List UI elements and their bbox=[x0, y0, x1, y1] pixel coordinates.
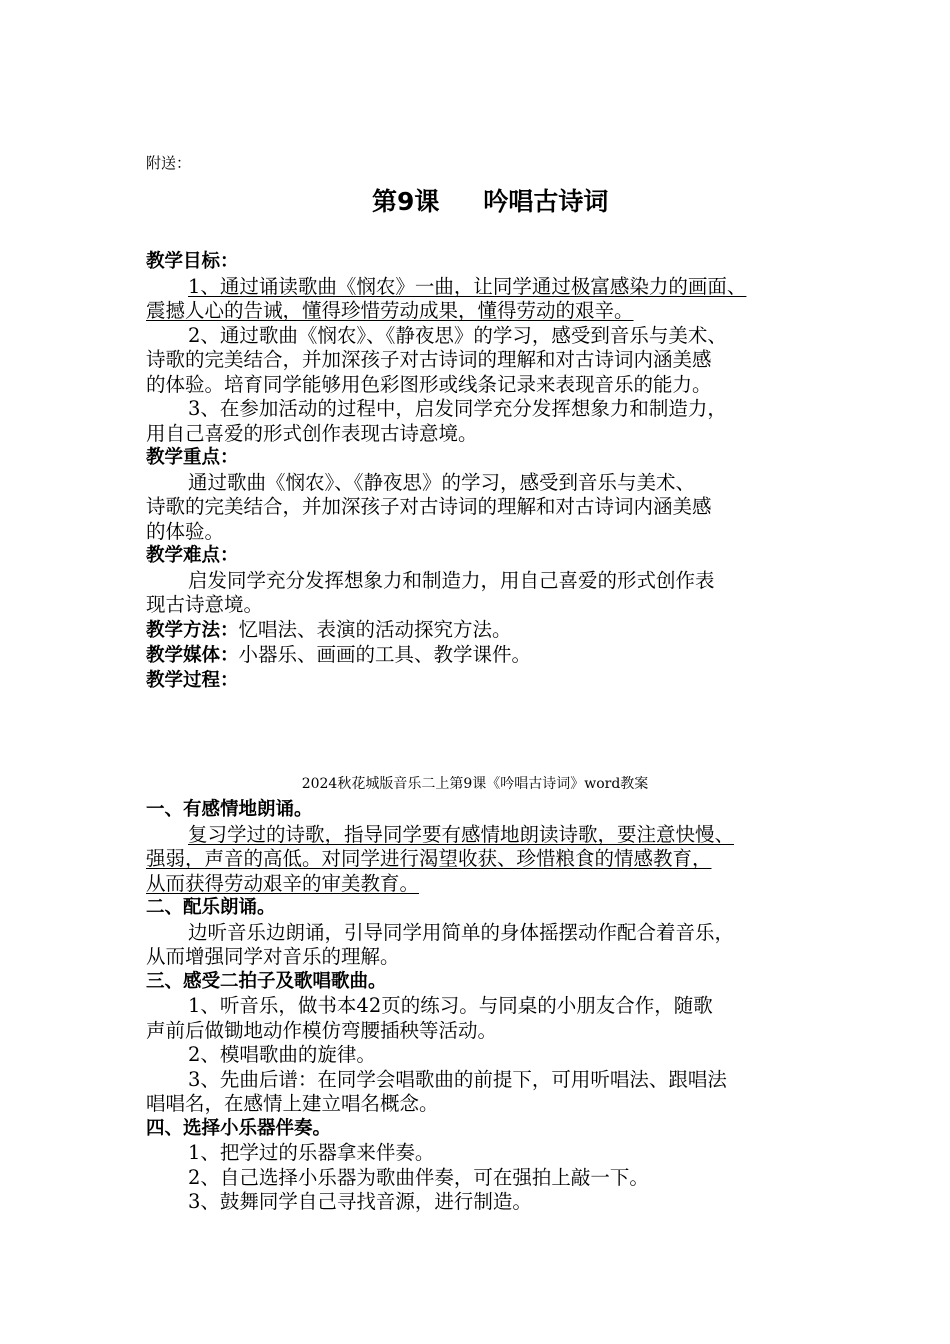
section-line: 3、鼓舞同学自己寻找音源，进行制造。 bbox=[188, 1190, 532, 1213]
section-line: 唱唱名，在感情上建立唱名概念。 bbox=[146, 1092, 439, 1115]
section-line: 强弱，声音的高低。对同学进行渴望收获、珍惜粮食的情感教育， bbox=[146, 847, 712, 870]
section-line: 从而获得劳动艰辛的审美教育。 bbox=[146, 871, 420, 895]
difficulties-heading: 教学难点： bbox=[146, 545, 239, 566]
key-point-line: 的体验。 bbox=[146, 519, 225, 543]
objective-line: 用自己喜爱的形式创作表现古诗意境。 bbox=[146, 421, 478, 445]
objective-line: 3、在参加活动的过程中，启发同学充分发挥想象力和制造力， bbox=[188, 397, 727, 420]
section-line: 边听音乐边朗诵，引导同学用简单的身体摇摆动作配合着音乐， bbox=[188, 920, 735, 944]
section-line: 2、自己选择小乐器为歌曲伴奏，可在强拍上敲一下。 bbox=[188, 1165, 649, 1189]
attachment-note: 附送： bbox=[146, 154, 192, 172]
key-point-line: 通过歌曲《悯农》、《静夜思》的学习，感受到音乐与美术、 bbox=[188, 470, 696, 494]
key-points-heading: 教学重点： bbox=[146, 447, 239, 468]
objectives-heading: 教学目标： bbox=[146, 251, 239, 272]
method-text: 忆唱法、表演的活动探究方法。 bbox=[238, 617, 512, 641]
section-line: 声前后做锄地动作模仿弯腰插秧等活动。 bbox=[146, 1018, 498, 1042]
objective-line: 诗歌的完美结合，并加深孩子对古诗词的理解和对古诗词内涵美感 bbox=[146, 348, 712, 371]
lesson-plan-page-1 bbox=[146, 250, 846, 693]
objective-line: 2、通过歌曲《悯农》、《静夜思》的学习，感受到音乐与美术、 bbox=[188, 323, 727, 347]
section-line: 2、模唱歌曲的旋律。 bbox=[188, 1043, 376, 1066]
section-line: 1、把学过的乐器拿来伴奏。 bbox=[188, 1141, 435, 1164]
section-line: 3、先曲后谱：在同学会唱歌曲的前提下，可用听唱法、跟唱法 bbox=[188, 1067, 727, 1091]
section-line: 1、听音乐，做书本42页的练习。与同桌的小朋友合作，随歌 bbox=[188, 994, 713, 1017]
objective-line: 震撼人心的告诫，懂得珍惜劳动成果，懂得劳动的艰辛。 bbox=[146, 299, 634, 322]
objective-line: 的体验。培育同学能够用色彩图形或线条记录来表现音乐的能力。 bbox=[146, 372, 712, 396]
lesson-title bbox=[372, 182, 608, 218]
media-heading: 教学媒体： bbox=[146, 645, 239, 666]
lesson-plan-page-2 bbox=[146, 798, 846, 1215]
objective-line: 1、通过诵读歌曲《悯农》一曲，让同学通过极富感染力的画面、 bbox=[188, 274, 747, 298]
section-heading: 二、配乐朗诵。 bbox=[146, 897, 276, 918]
method-line bbox=[146, 618, 846, 644]
section-heading: 一、有感情地朗诵。 bbox=[146, 799, 313, 820]
media-line bbox=[146, 643, 846, 669]
section-heading: 四、选择小乐器伴奏。 bbox=[146, 1117, 332, 1139]
lesson-number: 第9课 bbox=[372, 187, 440, 216]
section-heading: 三、感受二拍子及歌唱歌曲。 bbox=[146, 970, 387, 992]
lesson-name: 吟唱古诗词 bbox=[483, 187, 609, 216]
key-point-line: 诗歌的完美结合，并加深孩子对古诗词的理解和对古诗词内涵美感 bbox=[146, 495, 712, 518]
section-line: 复习学过的诗歌，指导同学要有感情地朗读诗歌，要注意快慢、 bbox=[188, 822, 735, 846]
section-line: 从而增强同学对音乐的理解。 bbox=[146, 945, 400, 968]
page-footer: 2024秋花城版音乐二上第9课《吟唱古诗词》word教案 bbox=[301, 776, 649, 792]
method-heading: 教学方法： bbox=[146, 619, 239, 641]
process-heading: 教学过程： bbox=[146, 669, 239, 691]
difficulty-line: 启发同学充分发挥想象力和制造力，用自己喜爱的形式创作表 bbox=[188, 568, 715, 592]
difficulty-line: 现古诗意境。 bbox=[146, 593, 264, 616]
media-text: 小器乐、画画的工具、教学课件。 bbox=[238, 643, 532, 666]
